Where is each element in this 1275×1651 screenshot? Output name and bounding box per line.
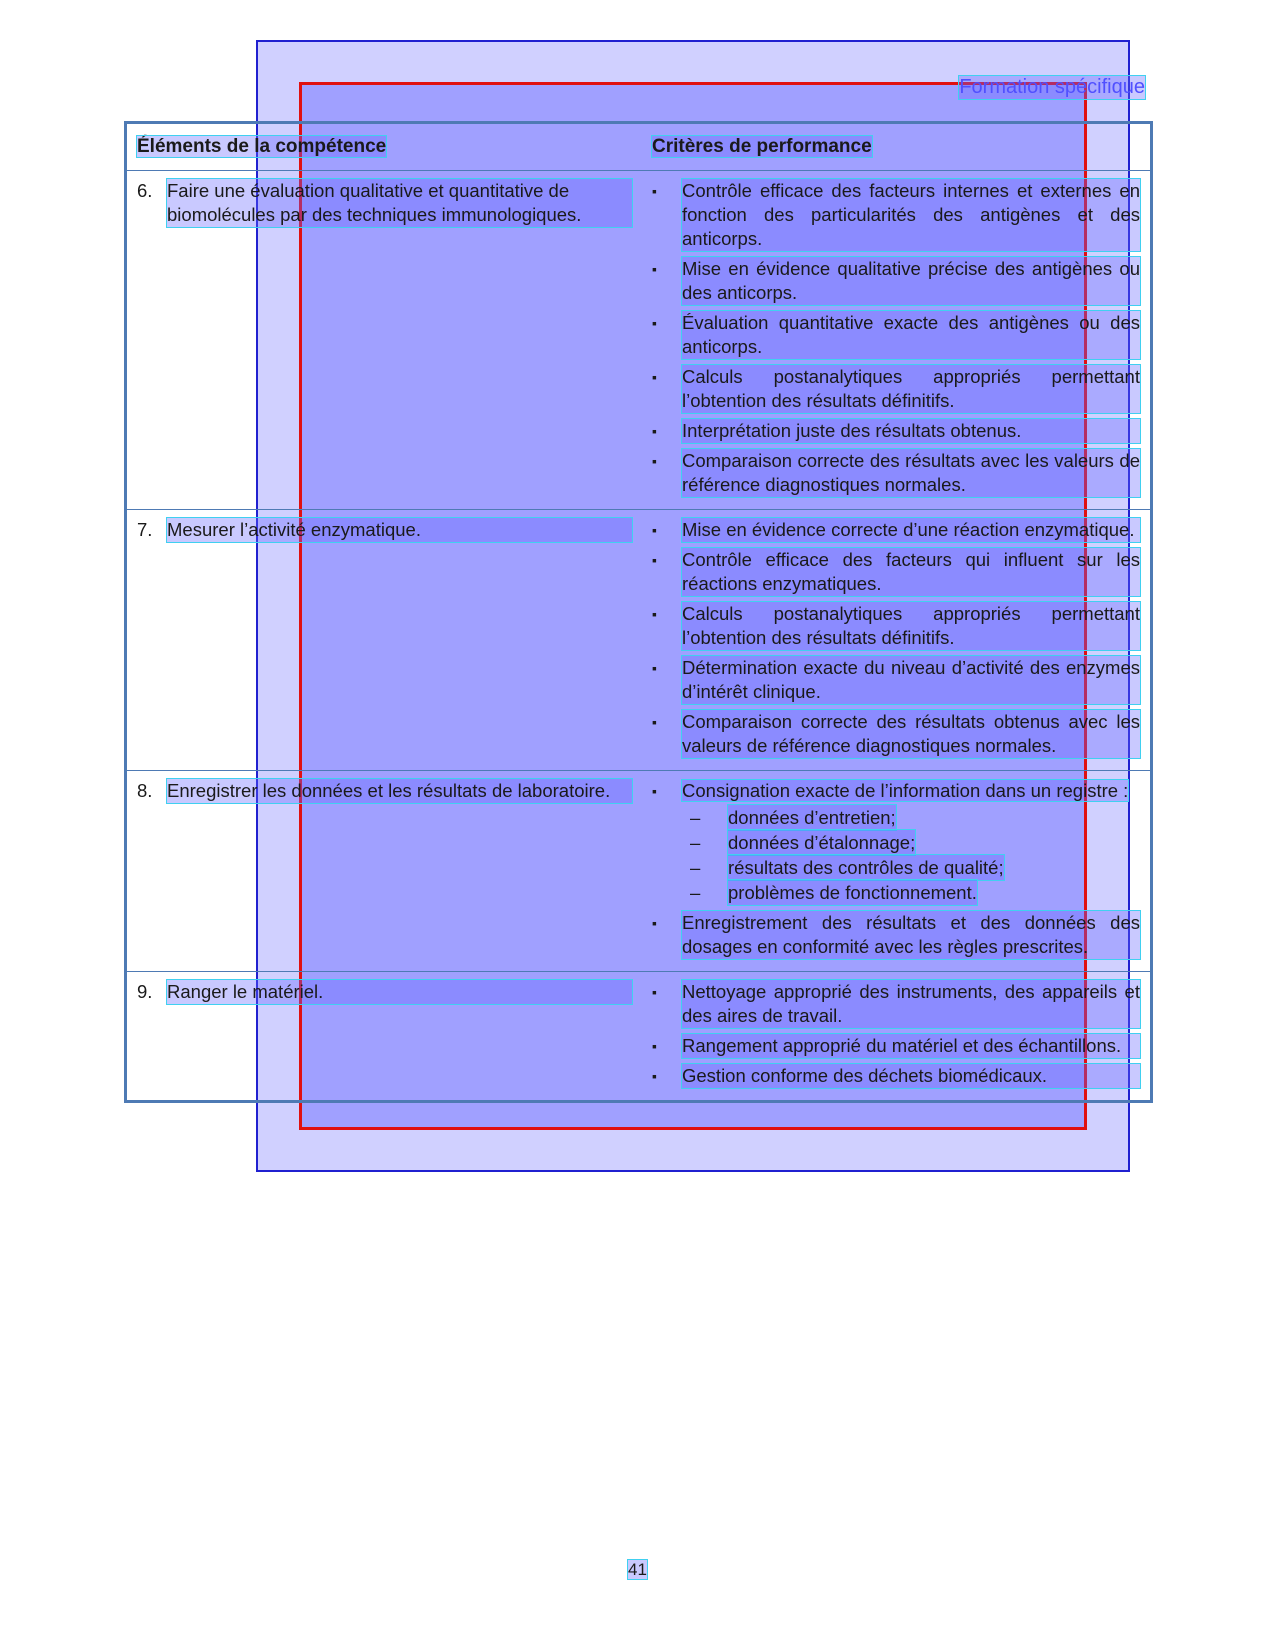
- list-item: ▪ Gestion conforme des déchets biomédicaux.: [652, 1064, 1140, 1088]
- list-item: ▪ Interprétation juste des résultats obtenus.: [652, 419, 1140, 443]
- bullet-icon: ▪: [652, 423, 657, 439]
- criteria-cell: [642, 171, 1152, 510]
- bullet-icon: ▪: [652, 183, 657, 199]
- list-item: ▪ Mise en évidence correcte d’une réaction enzymatique.: [652, 518, 1140, 542]
- list-item: ▪ Mise en évidence qualitative précise des antigènes ou des anticorps.: [652, 258, 1140, 303]
- list-item: ▪ Rangement approprié du matériel et des échantillons.: [652, 1034, 1140, 1058]
- table-row: [126, 771, 1152, 972]
- list-item: ▪ Enregistrement des résultats et des données des dosages en conformité avec les règles prescrites.: [652, 912, 1140, 957]
- element-text: Ranger le matériel.: [167, 980, 632, 1004]
- dash-icon: –: [690, 807, 701, 828]
- sub-list-item: – résultats des contrôles de qualité;: [690, 857, 1004, 878]
- list-item: ▪ Contrôle efficace des facteurs internes et externes en fonction des particularités des antigènes et des anticorps.: [652, 180, 1140, 249]
- column-header-elements: Éléments de la compétence: [126, 123, 643, 171]
- list-item: ▪ Détermination exacte du niveau d’activité des enzymes d’intérêt clinique.: [652, 657, 1140, 702]
- list-item: ▪ Comparaison correcte des résultats obtenus avec les valeurs de référence diagnostiques normales.: [652, 711, 1140, 756]
- sub-list-item: – problèmes de fonctionnement.: [690, 882, 977, 903]
- criteria-cell: [642, 771, 1152, 972]
- list-item: ▪ Calculs postanalytiques appropriés permettant l’obtention des résultats définitifs.: [652, 603, 1140, 648]
- sub-list: [690, 805, 1140, 905]
- bullet-icon: ▪: [652, 984, 657, 1000]
- bullet-icon: ▪: [652, 660, 657, 676]
- bullet-icon: ▪: [652, 1038, 657, 1054]
- list-item: ▪ Comparaison correcte des résultats avec les valeurs de référence diagnostiques normales.: [652, 450, 1140, 495]
- element-number: 9.: [137, 981, 153, 1002]
- bullet-icon: ▪: [652, 714, 657, 730]
- element-number: 8.: [137, 780, 153, 801]
- list-item: ▪ Contrôle efficace des facteurs qui influent sur les réactions enzymatiques.: [652, 549, 1140, 594]
- bullet-icon: ▪: [652, 552, 657, 568]
- list-item: ▪ Nettoyage approprié des instruments, des appareils et des aires de travail.: [652, 981, 1140, 1026]
- element-text: Faire une évaluation qualitative et quantitative de biomolécules par des techniques immunologiques.: [167, 179, 632, 227]
- table-row: [126, 972, 1152, 1102]
- table-row: [126, 510, 1152, 771]
- bullet-icon: ▪: [652, 915, 657, 931]
- element-number: 6.: [137, 180, 153, 201]
- bullet-icon: ▪: [652, 522, 657, 538]
- element-cell: [126, 171, 643, 510]
- list-item: ▪ Consignation exacte de l’information dans un registre : – données d’entretien; – données d’étalonnage; – résultats des contrôles de qualité; – problèmes de fonctionnement.: [652, 779, 1140, 905]
- bullet-icon: ▪: [652, 369, 657, 385]
- element-cell: [126, 972, 643, 1102]
- element-cell: [126, 510, 643, 771]
- sub-list-item: – données d’étalonnage;: [690, 832, 916, 853]
- dash-icon: –: [690, 857, 701, 878]
- list-item: ▪ Évaluation quantitative exacte des antigènes ou des anticorps.: [652, 312, 1140, 357]
- element-text: Mesurer l’activité enzymatique.: [167, 518, 632, 542]
- section-header: Formation spécifique: [959, 76, 1145, 98]
- column-header-criteria: Critères de performance: [642, 123, 1152, 171]
- dash-icon: –: [690, 882, 701, 903]
- bullet-icon: ▪: [652, 261, 657, 277]
- sub-list-item: – données d’entretien;: [690, 807, 896, 828]
- dash-icon: –: [690, 832, 701, 853]
- criteria-cell: [642, 972, 1152, 1102]
- table-row: [126, 171, 1152, 510]
- element-cell: [126, 771, 643, 972]
- bullet-icon: ▪: [652, 1068, 657, 1084]
- list-item: ▪ Calculs postanalytiques appropriés permettant l’obtention des résultats définitifs.: [652, 366, 1140, 411]
- element-number: 7.: [137, 519, 153, 540]
- competence-table: [124, 121, 1153, 1103]
- bullet-icon: ▪: [652, 453, 657, 469]
- element-text: Enregistrer les données et les résultats de laboratoire.: [167, 779, 632, 803]
- bullet-icon: ▪: [652, 783, 657, 799]
- bullet-icon: ▪: [652, 315, 657, 331]
- criteria-cell: [642, 510, 1152, 771]
- page-number: 41: [628, 1560, 647, 1579]
- bullet-icon: ▪: [652, 606, 657, 622]
